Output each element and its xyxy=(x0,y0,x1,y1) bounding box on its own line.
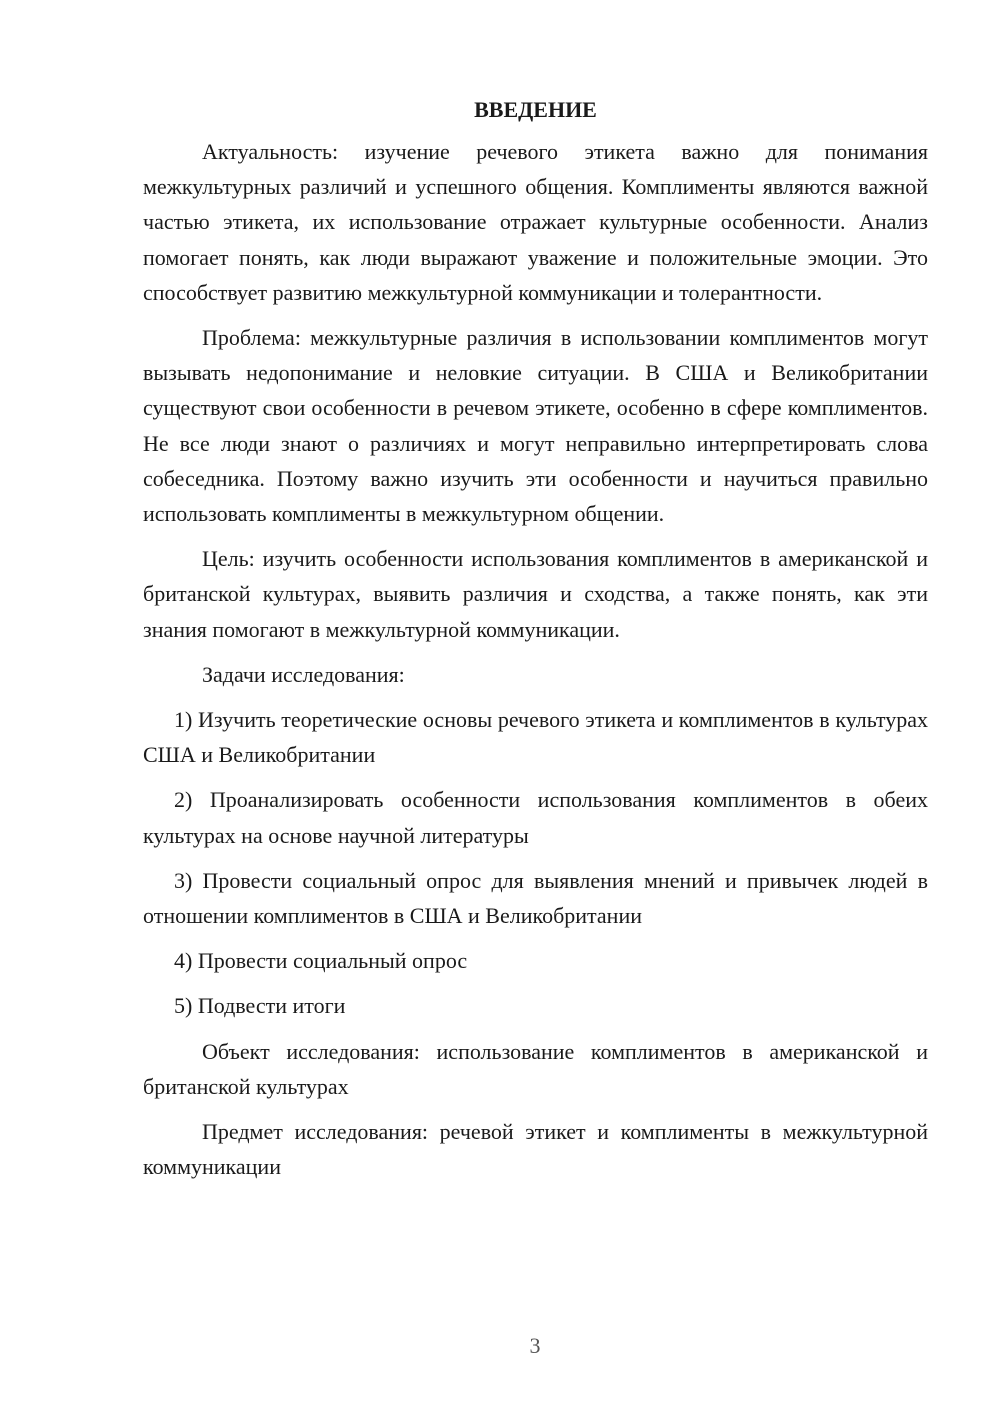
subject-paragraph: Предмет исследования: речевой этикет и комплименты в межкультурной коммуникации xyxy=(143,1119,928,1180)
page-number: 3 xyxy=(529,1333,541,1358)
task-item: 5) Подвести итоги xyxy=(174,993,346,1019)
page-title: ВВЕДЕНИЕ xyxy=(474,97,597,122)
task-item: 4) Провести социальный опрос xyxy=(174,948,468,974)
task-item: 3) Провести социальный опрос для выявления мнений и привычек людей в отношении комплиментов в США и Великобритании xyxy=(143,867,928,929)
object-paragraph: Объект исследования: использование комплиментов в американской и британской культурах xyxy=(143,1038,928,1099)
tasks-heading: Задачи исследования: xyxy=(202,661,405,687)
problem-paragraph: Проблема: межкультурные различия в использовании комплиментов могут вызывать недопонимание и неловкие ситуации. В США и Великобритании существуют свои особенности в речевом этикете, особенно в сфере комплиментов. Не все люди знают о различиях и могут неправильно интерпретировать слова собеседника. Поэтому важно изучить эти особенности и научиться правильно использовать комплименты в межкультурном общении. xyxy=(143,325,928,527)
goal-paragraph: Цель: изучить особенности использования комплиментов в американской и британской культурах, выявить различия и сходства, а также понять, как эти знания помогают в межкультурной коммуникации. xyxy=(143,546,928,642)
relevance-paragraph: Актуальность: изучение речевого этикета важно для понимания межкультурных различий и успешного общения. Комплименты являются важной частью этикета, их использование отражает культурные особенности. Анализ помогает понять, как люди выражают уважение и положительные эмоции. Это способствует развитию межкультурной коммуникации и толерантности. xyxy=(143,139,928,305)
document-page xyxy=(143,92,928,1184)
task-item: 2) Проанализировать особенности использования комплиментов в обеих культурах на основе научной литературы xyxy=(143,787,928,848)
task-item: 1) Изучить теоретические основы речевого этикета и комплиментов в культурах США и Великобритании xyxy=(143,707,928,768)
